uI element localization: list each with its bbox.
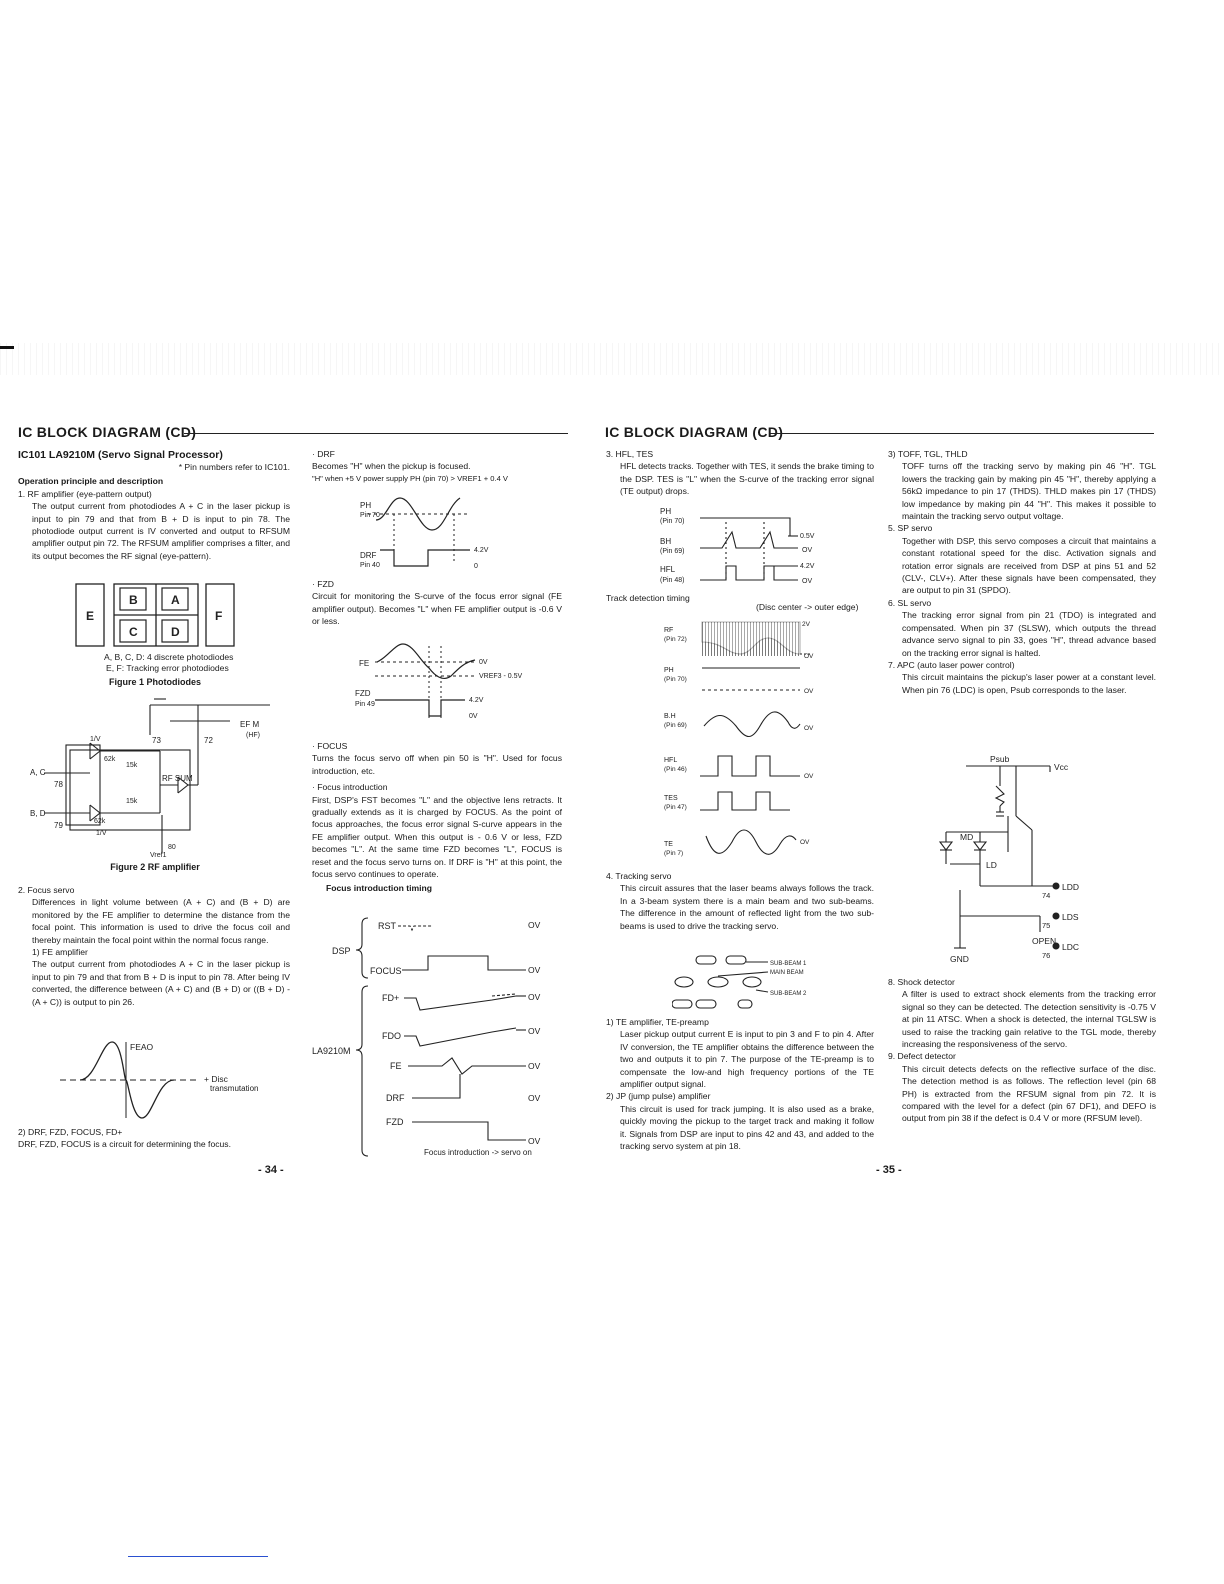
figure-2-rf-amplifier xyxy=(30,695,280,860)
hfl-pin69: (Pin 69) xyxy=(660,548,685,555)
wave-rf-ov: OV xyxy=(804,653,814,660)
timing-fe: FE xyxy=(390,1061,402,1071)
apc-circuit xyxy=(920,752,1100,970)
label-vref: Vref1 xyxy=(150,852,167,859)
intro-text: First, DSP's FST becomes "L" and the objective lens retracts. It gradually extends as it is charged by FOCUS. As the point of focus approaches, the focus error signal S-curve appears in the FE amplifier output. When this output is - 0.6 V or less, FZD becomes "L". At the same time FZD becomes "L", FOCUS is reset and the focus servo turns on. If DRF is "H" at this point, the focus servo continues to operate. xyxy=(312,794,562,880)
label-bd: B, D xyxy=(30,809,46,818)
apc-76: 76 xyxy=(1042,951,1051,960)
shock-text: A filter is used to extract shock elements from the tracking error signal so they can be detected. The detection sensitivity is -0.75 V at pin 11 ATSC. When a shock is detected, the internal TGLSW is used to raise the tracking gain relative to the TGL mode, thereby increasing the responsiveness of the servo. xyxy=(902,989,1156,1050)
wave-rf-pin: (Pin 72) xyxy=(664,636,687,643)
wave-te: TE xyxy=(664,841,673,848)
drf-text: DRF, FZD, FOCUS is a circuit for determining the focus. xyxy=(18,1139,231,1150)
beam-sub-2: SUB-BEAM 2 xyxy=(770,991,807,997)
fzd-text: Circuit for monitoring the S-curve of the focus error signal (FE amplifier output). Becomes "L" when FE amplifier output is -0.6 V or less. xyxy=(312,591,562,627)
label-e: E xyxy=(86,609,95,623)
disc-direction-label: (Disc center -> outer edge) xyxy=(756,602,859,612)
drf-text-1: Becomes "H" when the pickup is focused. xyxy=(312,461,471,472)
figure-2-caption: Figure 2 RF amplifier xyxy=(110,862,200,872)
drf-v0: 0 xyxy=(474,563,478,570)
page-number-34: - 34 - xyxy=(258,1164,284,1176)
beam-main: MAIN BEAM xyxy=(770,970,804,976)
wave-ph: PH xyxy=(664,667,674,674)
fzd-vref: VREF3 - 0.5V xyxy=(479,673,523,680)
wave-bh-pin: (Pin 69) xyxy=(664,722,687,729)
ov-1: OV xyxy=(528,920,541,930)
label-c: C xyxy=(129,625,138,639)
timing-la: LA9210M xyxy=(312,1046,351,1056)
toff-heading: 3) TOFF, TGL, THLD xyxy=(888,449,968,459)
apc-lds: LDS xyxy=(1062,912,1079,922)
fig1-note-2: E, F: Tracking error photodiodes xyxy=(106,663,229,673)
apc-gnd: GND xyxy=(950,954,969,964)
hfl-pin48: (Pin 48) xyxy=(660,577,685,584)
scan-noise-band xyxy=(0,343,1224,375)
apc-open: OPEN xyxy=(1032,936,1057,946)
drf-title: · DRF xyxy=(312,449,335,459)
jp-heading: 2) JP (jump pulse) amplifier xyxy=(606,1091,711,1102)
disc-label-2: transmutation xyxy=(210,1084,259,1093)
hfl-heading: 3. HFL, TES xyxy=(606,449,654,459)
apc-ldd: LDD xyxy=(1062,882,1080,892)
drf-heading: 2) DRF, FZD, FOCUS, FD+ xyxy=(18,1127,123,1137)
column-2-fzd xyxy=(312,578,562,628)
column-1-drf xyxy=(18,1126,290,1151)
fzd-fzd: FZD xyxy=(355,689,371,698)
bottom-link-line xyxy=(128,1556,268,1557)
label-72: 72 xyxy=(204,736,213,745)
wave-ph-ov: OV xyxy=(804,688,814,695)
wave-hfl: HFL xyxy=(664,757,678,764)
operation-title: Operation principle and description xyxy=(18,476,164,487)
fe-text: The output current from photodiodes A + C in the laser pickup is input to pin 79 and that from B + D is input to pin 78. After being IV converted, the difference between (A + C) and (B + D) or ((B + D) - (A + C)) is output to pin 26. xyxy=(32,959,290,1007)
apc-ldc: LDC xyxy=(1062,942,1080,952)
label-efm: EF M xyxy=(240,720,260,729)
sp-heading: 5. SP servo xyxy=(888,523,933,534)
track-detection-label: Track detection timing xyxy=(606,593,690,603)
te-text: Laser pickup output current E is input to pin 3 and F to pin 4. After IV conversion, the TE amplifier obtains the difference between the two and outputs it to pin 7. The purpose of the TE-preamp is to compensate the low-and high frequency portions of the TE amplifier output signal. xyxy=(620,1029,874,1090)
sl-heading: 6. SL servo xyxy=(888,597,932,608)
column-2-focus xyxy=(312,740,562,895)
timing-note: Focus introduction -> servo on xyxy=(424,1148,532,1157)
label-a: A xyxy=(171,593,180,607)
label-d: D xyxy=(171,625,180,639)
fzd-waveform xyxy=(355,640,555,724)
tracking-text: This circuit assures that the laser beams always follows the track. In a 3-beam system there is a main beam and two sub-beams. The difference in the amount of reflected light from the two sub-beams is used to drive the tracking servo. xyxy=(620,883,874,931)
label-b: B xyxy=(129,593,138,607)
timing-fdp: FD+ xyxy=(382,993,400,1003)
timing-focus: FOCUS xyxy=(370,966,402,976)
figure-1-caption: Figure 1 Photodiodes xyxy=(108,677,201,687)
label-f: F xyxy=(215,609,223,623)
pin-note: * Pin numbers refer to IC101. xyxy=(178,462,290,472)
disc-label-1: + Disc xyxy=(204,1074,228,1084)
hfl-ov: OV xyxy=(802,547,813,554)
hfl-waveform xyxy=(660,506,830,586)
jp-text: This circuit is used for track jumping. It is also used as a brake, quickly moving the pickup to the target track and making it follow it. Signals from DSP are input to pins 42 and 43, and added to the tracking servo system at pin 18. xyxy=(620,1103,874,1152)
hfl-hfl: HFL xyxy=(660,565,676,574)
wave-hfl-pin: (Pin 46) xyxy=(664,766,687,773)
focus-text-2: Turns the focus servo off when pin 50 is "H". Used for focus introduction, etc. xyxy=(312,753,562,776)
timing-dsp: DSP xyxy=(332,946,351,956)
feao-s-curve xyxy=(50,1040,290,1120)
fzd-fe: FE xyxy=(359,659,370,668)
toff-text: TOFF turns off the tracking servo by making pin 46 "H". TGL lowers the tracking gain by making pin 45 "H", thereby applying a 56kΩ impedance to pin 17 (THDS). THLD makes pin 17 (THDS) low impedance by making pin 44 "H". This makes it possible to maintain the tracking servo output voltage. xyxy=(902,461,1156,522)
column-2-drf xyxy=(312,448,562,485)
feao-label: FEAO xyxy=(130,1042,154,1052)
wave-hfl-ov: OV xyxy=(804,773,814,780)
drf-pin70: Pin 70 xyxy=(360,512,380,519)
wave-rf-v: 2V xyxy=(802,621,810,628)
drf-waveform xyxy=(360,494,510,576)
ov-2: OV xyxy=(528,965,541,975)
hfl-ov2: OV xyxy=(802,578,813,585)
apc-74: 74 xyxy=(1042,891,1051,900)
label-1v: 1/V xyxy=(90,736,101,743)
label-hf: (HF) xyxy=(246,732,260,739)
timing-fdo: FDO xyxy=(382,1031,401,1041)
label-79: 79 xyxy=(54,821,63,830)
apc-heading: 7. APC (auto laser power control) xyxy=(888,659,1015,670)
fzd-ov: 0V xyxy=(479,659,488,666)
rf-heading: 1. RF amplifier (eye-pattern output) xyxy=(18,488,152,499)
drf-v42: 4.2V xyxy=(474,547,489,554)
label-73: 73 xyxy=(152,736,161,745)
apc-75: 75 xyxy=(1042,921,1051,930)
fzd-v42: 4.2V xyxy=(469,697,484,704)
ov-3: OV xyxy=(528,992,541,1002)
fzd-ov2: 0V xyxy=(469,713,478,720)
wave-ph-pin: (Pin 70) xyxy=(664,676,687,683)
label-78: 78 xyxy=(54,780,63,789)
figure-1-photodiodes xyxy=(60,580,250,680)
page-number-35: - 35 - xyxy=(876,1164,902,1176)
wave-bh: B.H xyxy=(664,713,676,720)
apc-ld: LD xyxy=(986,860,997,870)
ov-7: OV xyxy=(528,1136,541,1146)
apc-text: This circuit maintains the pickup's laser power at a constant level. When pin 76 (LDC) is open, Psub corresponds to the laser. xyxy=(902,672,1156,695)
hfl-text: HFL detects tracks. Together with TES, it sends the brake timing to the DSP. TES is "L" when the S-curve of the tracking error signal (TE output) drops. xyxy=(620,461,874,497)
timing-fzd: FZD xyxy=(386,1117,404,1127)
column-3-te xyxy=(606,1016,874,1152)
column-1-focus xyxy=(18,884,290,1008)
label-1v-2: 1/V xyxy=(96,830,107,837)
drf-drf: DRF xyxy=(360,551,377,560)
apc-vcc: Vcc xyxy=(1054,762,1069,772)
timing-rst: RST xyxy=(378,921,396,931)
drf-pin40: Pin 40 xyxy=(360,562,380,569)
wave-tes: TES xyxy=(664,795,678,802)
shock-heading: 8. Shock detector xyxy=(888,977,955,987)
label-15k-2: 15k xyxy=(126,798,138,805)
column-3-tracking xyxy=(606,870,874,932)
fzd-pin49: Pin 49 xyxy=(355,701,375,708)
label-ac: A, C xyxy=(30,768,46,777)
label-80: 80 xyxy=(168,844,176,851)
drf-ph: PH xyxy=(360,501,372,510)
right-page-title: IC BLOCK DIAGRAM (CD) xyxy=(605,424,784,440)
left-title-rule xyxy=(184,433,568,434)
wave-te-ov: OV xyxy=(800,839,810,846)
te-heading: 1) TE amplifier, TE-preamp xyxy=(606,1017,709,1027)
focus-text: Differences in light volume between (A + C) and (B + D) are monitored by the FE amplifier to determine the distance from the focal point. This information is used to drive the focus coil and thereby maintain the focal point within the normal focus range. xyxy=(32,897,290,945)
focus-title: · FOCUS xyxy=(312,741,348,751)
beam-diagram xyxy=(672,952,852,1010)
focus-heading: 2. Focus servo xyxy=(18,885,75,895)
apc-psub: Psub xyxy=(990,754,1010,764)
hfl-bh: BH xyxy=(660,537,672,546)
defect-heading: 9. Defect detector xyxy=(888,1051,956,1062)
column-4-bottom xyxy=(888,976,1156,1125)
wave-te-pin: (Pin 7) xyxy=(664,850,684,857)
ic-title: IC101 LA9210M (Servo Signal Processor) xyxy=(18,449,223,461)
focus-timing-diagram xyxy=(312,914,562,1158)
hfl-v05: 0.5V xyxy=(800,533,815,540)
column-3-hfl xyxy=(606,448,874,498)
right-title-rule xyxy=(770,433,1154,434)
label-62k: 62k xyxy=(104,756,116,763)
drf-text-2: "H" when +5 V power supply PH (pin 70) > VREF1 + 0.4 V xyxy=(312,473,508,483)
wave-rf: RF xyxy=(664,627,674,634)
column-4-top xyxy=(888,448,1156,696)
defect-text: This circuit detects defects on the reflective surface of the disc. The detection method is as follows. The reflection level (pin 68 PH) is extracted from the RFSUM signal from pin 72. It is compared with the level for a defect (pin 67 DF1), and DEFO is output from pin 38 if the defect is 0.4 V or more (RFSUM level). xyxy=(902,1063,1156,1124)
beam-sub-1: SUB-BEAM 1 xyxy=(770,961,807,967)
tracking-heading: 4. Tracking servo xyxy=(606,871,672,881)
fe-heading: 1) FE amplifier xyxy=(32,947,88,958)
timing-title: Focus introduction timing xyxy=(326,883,432,894)
hfl-v42: 4.2V xyxy=(800,563,815,570)
scan-mark xyxy=(0,346,14,349)
rf-text: The output current from photodiodes A + C in the laser pickup is input to pin 79 and that from B + D is input to pin 78. The photodiode output current is IV converted and output to RFSUM amplifier output pin 72. The RFSUM amplifier comprises a filter, and its output becomes the RF signal (eye-pattern). xyxy=(32,501,290,561)
hfl-pin70: (Pin 70) xyxy=(660,518,685,525)
sl-text: The tracking error signal from pin 21 (TDO) is integrated and compensated. When pin 37 (SLSW), which outputs the thread advance servo signal to pin 33, goes "H", thread advance based on the tracking error signal is halted. xyxy=(902,610,1156,658)
hfl-ph: PH xyxy=(660,507,672,516)
intro-title: · Focus introduction xyxy=(312,782,388,793)
label-62k-2: 62k xyxy=(94,818,106,825)
fzd-title: · FZD xyxy=(312,579,334,589)
fig1-note-1: A, B, C, D: 4 discrete photodiodes xyxy=(104,652,234,662)
timing-drf: DRF xyxy=(386,1093,405,1103)
left-page-title: IC BLOCK DIAGRAM (CD) xyxy=(18,424,197,440)
column-1 xyxy=(18,449,290,562)
ov-6: OV xyxy=(528,1093,541,1103)
label-rfsum: RF SUM xyxy=(162,774,193,783)
ov-4: OV xyxy=(528,1026,541,1036)
apc-md: MD xyxy=(960,832,974,842)
wave-bh-ov: OV xyxy=(804,725,814,732)
label-15k: 15k xyxy=(126,762,138,769)
wave-tes-pin: (Pin 47) xyxy=(664,804,687,811)
sp-text: Together with DSP, this servo composes a circuit that maintains a constant rotational speed for the disc. Activation signals and rotation error signals are received from DSP at pins 51 and 52 (CLV-, CLV+). After these signals have been compensated, they are output to pin 31 (SPDO). xyxy=(902,535,1156,596)
track-detection-waveforms xyxy=(660,618,860,868)
ov-5: OV xyxy=(528,1061,541,1071)
